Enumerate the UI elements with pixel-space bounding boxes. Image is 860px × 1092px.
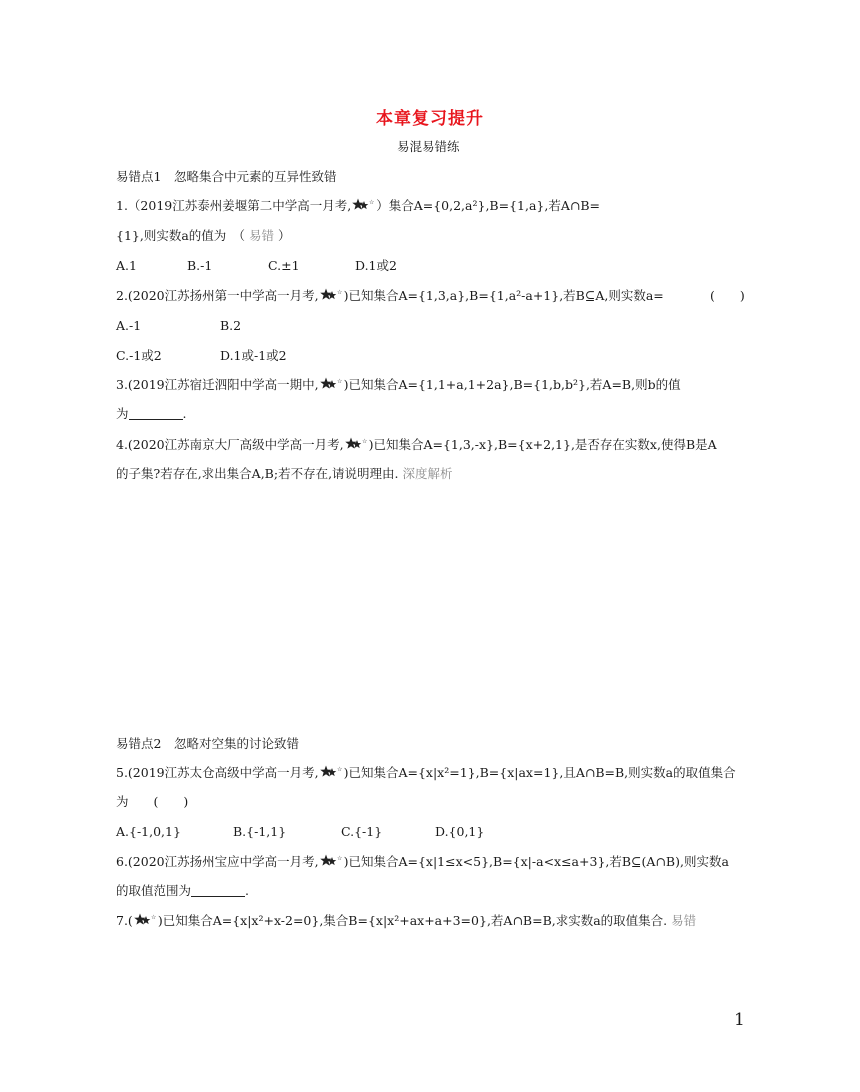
question-4-text-2: 的子集?若存在,求出集合A,B;若不存在,请说明理由. [116, 466, 399, 481]
option-c: C.±1 [268, 258, 300, 273]
question-3-text-2: 为 [116, 406, 129, 421]
difficulty-stars-icon [134, 913, 156, 927]
error-prone-tag: 易错 [671, 913, 697, 928]
option-a: A.{-1,0,1} [116, 824, 181, 839]
question-1 [116, 198, 600, 214]
difficulty-stars-icon [320, 377, 342, 391]
question-4-line2 [116, 466, 453, 482]
question-5 [116, 765, 736, 781]
question-7-text-cont: )已知集合A={x|x²+x-2=0},集合B={x|x²+ax+a+3=0},若A∩B=B,求实数a的取值集合. [157, 913, 668, 928]
question-5-text-cont: )已知集合A={x|x²=1},B={x|ax=1},且A∩B=B,则实数a的取值集合 [343, 765, 736, 780]
option-b: B.2 [220, 318, 242, 333]
section-heading-2: 易错点2 忽略对空集的讨论致错 [116, 736, 299, 751]
option-d: D.1或2 [355, 258, 397, 273]
answer-blank[interactable] [129, 407, 183, 420]
question-1-text: 1.（2019江苏泰州姜堰第二中学高一月考, [116, 198, 352, 213]
question-1-text-cont: ）集合A={0,2,a²},B={1,a},若A∩B= [376, 198, 600, 213]
question-2 [116, 288, 664, 304]
difficulty-stars-icon [320, 288, 342, 302]
question-5-line2: 为 ( ) [116, 794, 189, 809]
option-d: D.1或-1或2 [220, 348, 287, 363]
question-1-line2 [116, 228, 291, 244]
question-3-text: 3.(2019江苏宿迁泗阳中学高一期中, [116, 377, 319, 392]
option-b: B.{-1,1} [233, 824, 287, 839]
question-1-text-2: {1},则实数a的值为 （ [116, 228, 246, 243]
option-d: D.{0,1} [435, 824, 485, 839]
question-4-text-cont: )已知集合A={1,3,-x},B={x+2,1},是否存在实数x,使得B是A [368, 437, 717, 452]
question-6-text: 6.(2020江苏扬州宝应中学高一月考, [116, 854, 319, 869]
answer-paren-close: ） [278, 228, 291, 243]
question-2-text: 2.(2020江苏扬州第一中学高一月考, [116, 288, 319, 303]
question-6-period: . [245, 883, 249, 898]
question-4-text: 4.(2020江苏南京大厂高级中学高一月考, [116, 437, 344, 452]
question-4 [116, 437, 717, 453]
section-heading-1: 易错点1 忽略集合中元素的互异性致错 [116, 169, 337, 184]
deep-analysis-tag: 深度解析 [402, 466, 453, 481]
difficulty-stars-icon [345, 437, 367, 451]
question-6-text-cont: )已知集合A={x|1≤x<5},B={x|-a<x≤a+3},若B⊆(A∩B),则实数a [343, 854, 729, 869]
difficulty-stars-icon [320, 854, 342, 868]
option-a: A.1 [116, 258, 137, 273]
question-3-line2 [116, 406, 187, 422]
option-b: B.-1 [187, 258, 213, 273]
answer-blank[interactable] [191, 884, 245, 897]
question-3 [116, 377, 681, 393]
question-5-text: 5.(2019江苏太仓高级中学高一月考, [116, 765, 319, 780]
option-c: C.-1或2 [116, 348, 162, 363]
question-7-text: 7.( [116, 913, 133, 928]
difficulty-stars-icon [320, 765, 342, 779]
option-a: A.-1 [116, 318, 142, 333]
answer-paren: ( ) [710, 288, 745, 303]
question-7 [116, 913, 696, 929]
page-title: 本章复习提升 [376, 109, 484, 129]
page-number: 1 [734, 1010, 745, 1030]
error-prone-tag: 易错 [249, 228, 275, 243]
difficulty-stars-icon [352, 198, 374, 212]
question-6-text-2: 的取值范围为 [116, 883, 192, 898]
question-2-text-cont: )已知集合A={1,3,a},B={1,a²-a+1},若B⊆A,则实数a= [343, 288, 664, 303]
page-subtitle: 易混易错练 [397, 139, 460, 154]
question-6-line2 [116, 883, 249, 899]
question-3-text-cont: )已知集合A={1,1+a,1+2a},B={1,b,b²},若A=B,则b的值 [343, 377, 681, 392]
question-6 [116, 854, 729, 870]
question-3-period: . [182, 406, 187, 421]
option-c: C.{-1} [341, 824, 383, 839]
